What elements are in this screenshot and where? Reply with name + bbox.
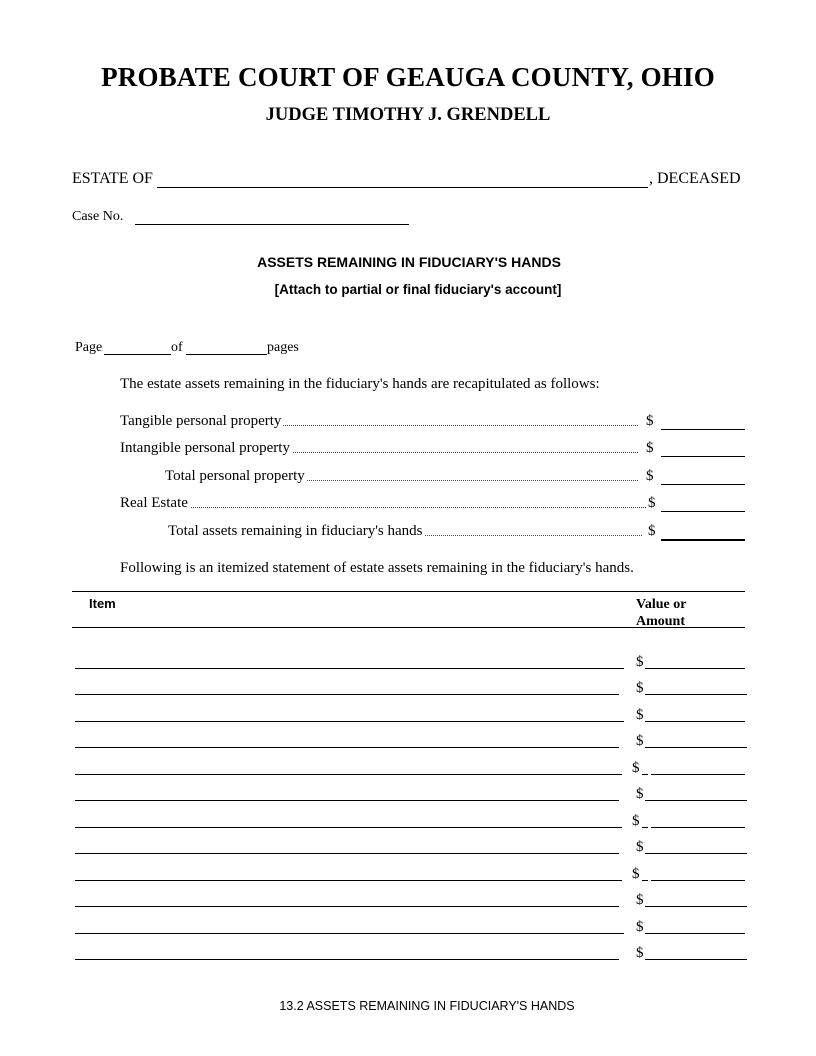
summary-value-field[interactable] [661,511,745,512]
currency-symbol: $ [648,495,656,511]
table-top-rule [72,591,745,592]
currency-symbol: $ [636,786,644,802]
currency-symbol: $ [646,440,654,456]
summary-row-total-assets [120,523,745,543]
page-number-field[interactable] [104,354,171,355]
item-description-field[interactable] [75,880,622,881]
table-row [0,680,816,700]
item-value-field[interactable] [645,853,747,854]
currency-symbol: $ [632,813,640,829]
item-value-field[interactable] [645,668,745,669]
item-description-field[interactable] [75,827,622,828]
currency-symbol: $ [636,892,644,908]
table-row [0,839,816,859]
judge-name: JUDGE TIMOTHY J. GRENDELL [265,105,551,125]
table-row [0,733,816,753]
form-subtitle: [Attach to partial or final fiduciary's account] [274,282,562,297]
currency-symbol: $ [646,468,654,484]
item-description-field[interactable] [75,853,619,854]
currency-symbol: $ [648,523,656,539]
summary-value-field[interactable] [661,484,745,485]
recap-intro: The estate assets remaining in the fiduciary's hands are recapitulated as follows: [120,376,600,392]
of-label: of [171,340,183,355]
table-row [0,760,816,780]
column-header-value [636,596,686,630]
currency-symbol: $ [646,413,654,429]
summary-label: Tangible personal property [120,413,282,429]
column-header-value-line1: Value or [636,597,687,612]
table-row [0,813,816,833]
summary-value-field[interactable] [661,539,745,541]
table-row [0,707,816,727]
item-value-field[interactable] [645,694,747,695]
item-description-field[interactable] [75,694,619,695]
currency-symbol: $ [636,733,644,749]
item-description-field[interactable] [75,906,619,907]
summary-row-tangible [120,413,745,433]
summary-row-total-personal [120,468,745,488]
summary-label: Intangible personal property [120,440,290,456]
item-value-field[interactable] [651,880,745,881]
estate-name-field[interactable] [157,187,648,188]
case-number-label: Case No. [72,209,124,224]
table-row [0,654,816,674]
currency-symbol: $ [636,654,644,670]
item-value-field-short [642,774,648,775]
total-pages-field[interactable] [186,354,267,355]
item-description-field[interactable] [75,774,622,775]
item-value-field[interactable] [645,747,747,748]
item-value-field[interactable] [645,800,747,801]
item-description-field[interactable] [75,721,624,722]
court-title: PROBATE COURT OF GEAUGA COUNTY, OHIO [101,62,715,92]
item-value-field[interactable] [651,827,745,828]
table-row [0,786,816,806]
item-description-field[interactable] [75,933,624,934]
case-number-field[interactable] [135,224,409,225]
item-value-field[interactable] [645,959,747,960]
summary-label: Total assets remaining in fiduciary's hands [168,523,423,539]
currency-symbol: $ [636,945,644,961]
currency-symbol: $ [632,866,640,882]
estate-of-label: ESTATE OF [72,170,153,187]
column-header-value-line2: Amount [636,614,686,629]
item-description-field[interactable] [75,959,619,960]
column-header-item: Item [89,596,116,611]
table-row [0,919,816,939]
item-value-field[interactable] [645,721,745,722]
item-description-field[interactable] [75,668,624,669]
table-row [0,866,816,886]
summary-label: Real Estate [120,495,188,511]
item-value-field-short [642,827,648,828]
form-footer: 13.2 ASSETS REMAINING IN FIDUCIARY'S HANDS [279,999,575,1013]
currency-symbol: $ [636,707,644,723]
currency-symbol: $ [636,680,644,696]
leader-dots [120,507,646,508]
item-value-field[interactable] [645,906,747,907]
item-description-field[interactable] [75,800,619,801]
item-value-field[interactable] [645,933,745,934]
currency-symbol: $ [636,839,644,855]
form-title: ASSETS REMAINING IN FIDUCIARY'S HANDS [257,254,561,270]
pages-label: pages [267,340,299,355]
currency-symbol: $ [636,919,644,935]
item-value-field-short [642,880,648,881]
item-description-field[interactable] [75,747,619,748]
summary-label: Total personal property [165,468,305,484]
table-header-rule [72,627,745,628]
table-row [0,892,816,912]
summary-row-real-estate [120,495,745,515]
page-label: Page [75,340,103,355]
currency-symbol: $ [632,760,640,776]
summary-value-field[interactable] [661,456,745,457]
deceased-label: , DECEASED [649,170,741,187]
summary-value-field[interactable] [661,429,745,430]
summary-row-intangible [120,440,745,460]
table-row [0,945,816,965]
itemized-intro: Following is an itemized statement of estate assets remaining in the fiduciary's hands. [120,560,634,576]
item-value-field[interactable] [651,774,745,775]
